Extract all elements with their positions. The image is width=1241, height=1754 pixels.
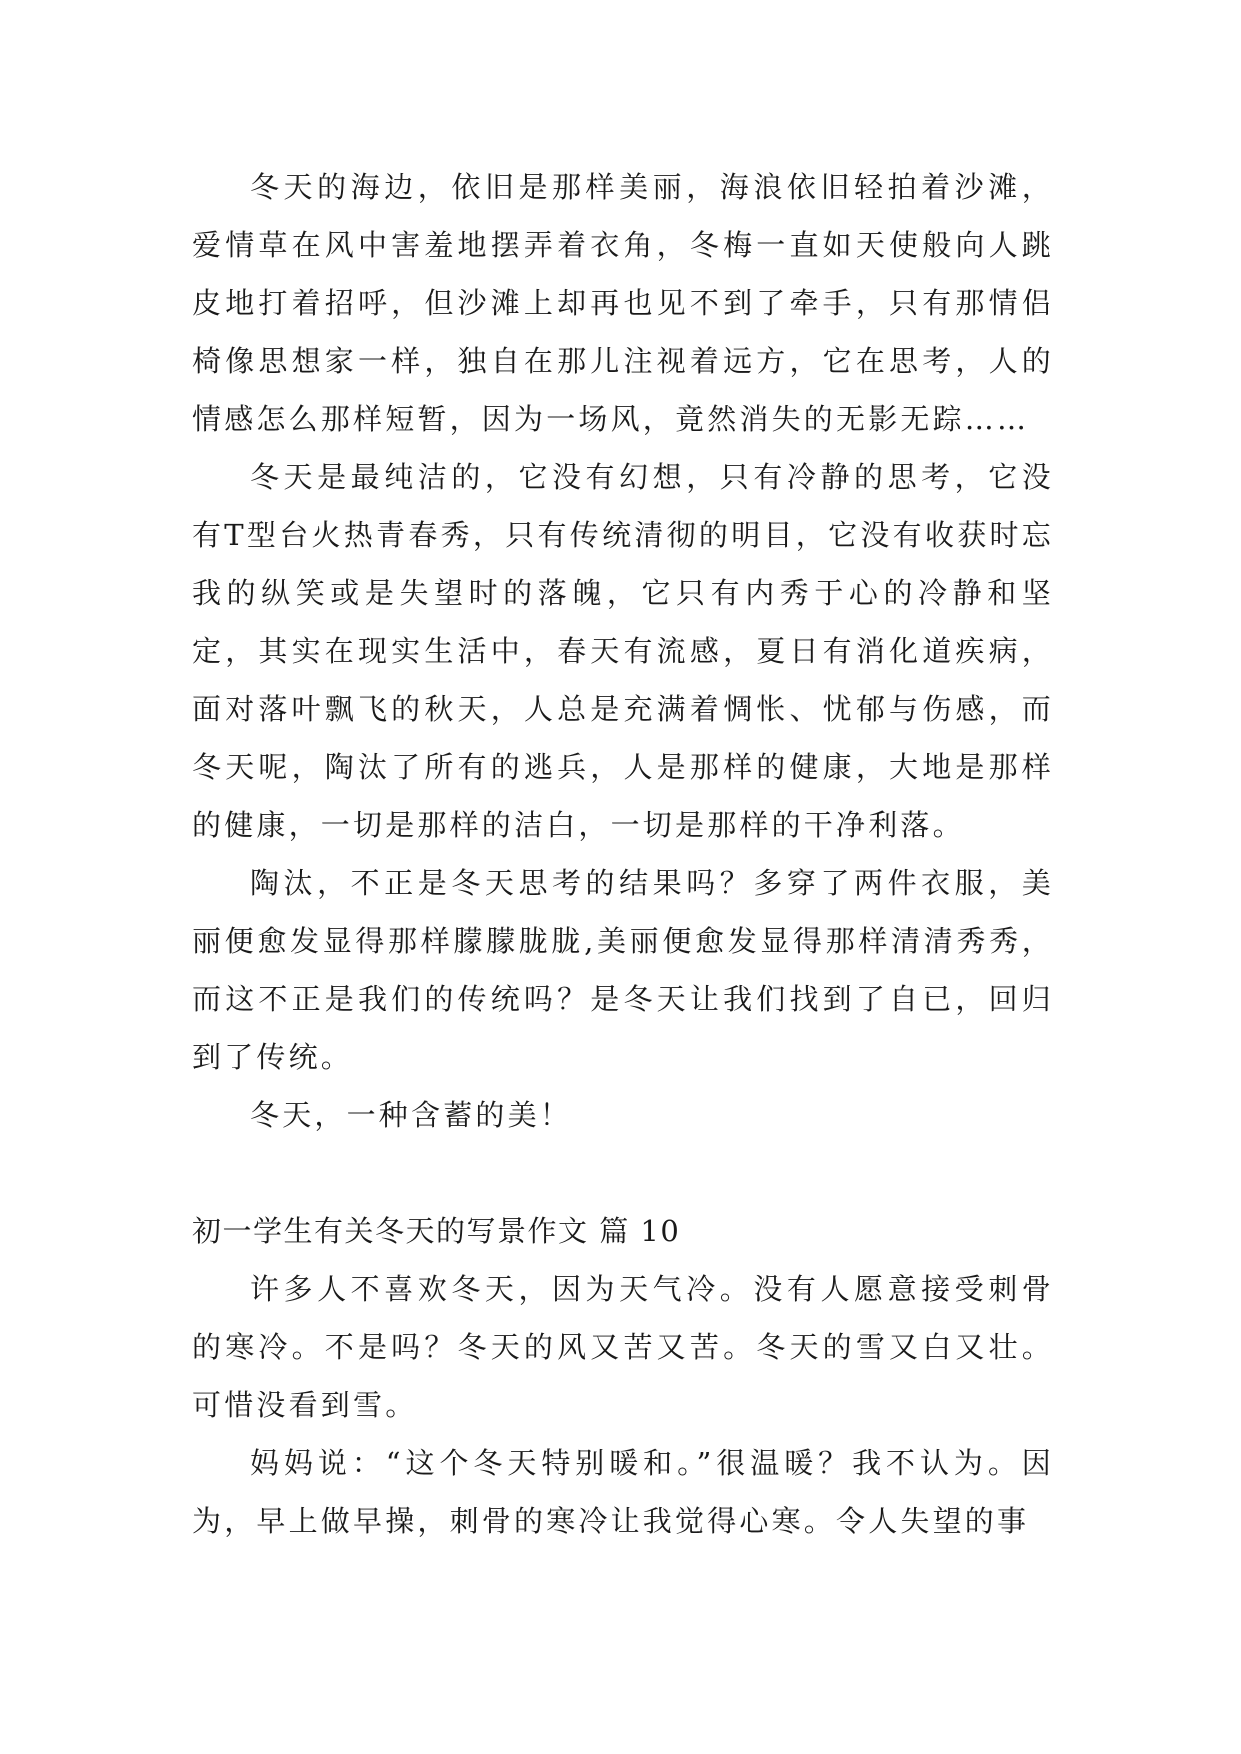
paragraph-mom-says: 妈妈说：“这个冬天特别暖和。”很温暖？我不认为。因为，早上做早操，刺骨的寒冷让我觉得心寒。令人失望的事 bbox=[192, 1446, 1054, 1538]
paragraph-conclusion: 冬天，一种含蓄的美！ bbox=[250, 1098, 573, 1132]
document-body bbox=[192, 158, 1054, 1550]
paragraph-winter-pure: 冬天是最纯洁的，它没有幻想，只有冷静的思考，它没有T型台火热青春秀，只有传统清彻的明目，它没有收获时忘我的纵笑或是失望时的落魄，它只有内秀于心的冷静和坚定，其实在现实生活中，春天有流感，夏日有消化道疾病，面对落叶飘飞的秋天，人总是充满着惆怅、忧郁与伤感，而冬天呢，陶汰了所有的逃兵，人是那样的健康，大地是那样的健康，一切是那样的洁白，一切是那样的干净利落。 bbox=[192, 460, 1054, 842]
paragraph-taotai: 陶汰，不正是冬天思考的结果吗？多穿了两件衣服，美丽便愈发显得那样朦朦胧胧,美丽便愈发显得那样清清秀秀，而这不正是我们的传统吗？是冬天让我们找到了自已，回归到了传统。 bbox=[192, 866, 1054, 1074]
paragraph-dislike-winter: 许多人不喜欢冬天，因为天气冷。没有人愿意接受刺骨的寒冷。不是吗？冬天的风又苦又苦。冬天的雪又白又壮。可惜没看到雪。 bbox=[192, 1272, 1054, 1422]
paragraph-seaside: 冬天的海边，依旧是那样美丽，海浪依旧轻拍着沙滩，爱情草在风中害羞地摆弄着衣角，冬梅一直如天使般向人跳皮地打着招呼，但沙滩上却再也见不到了牵手，只有那情侣椅像思想家一样，独自在那儿注视着远方，它在思考，人的情感怎么那样短暂，因为一场风，竟然消失的无影无踪…… bbox=[192, 170, 1054, 436]
section-heading: 初一学生有关冬天的写景作文 篇 10 bbox=[192, 1214, 681, 1248]
